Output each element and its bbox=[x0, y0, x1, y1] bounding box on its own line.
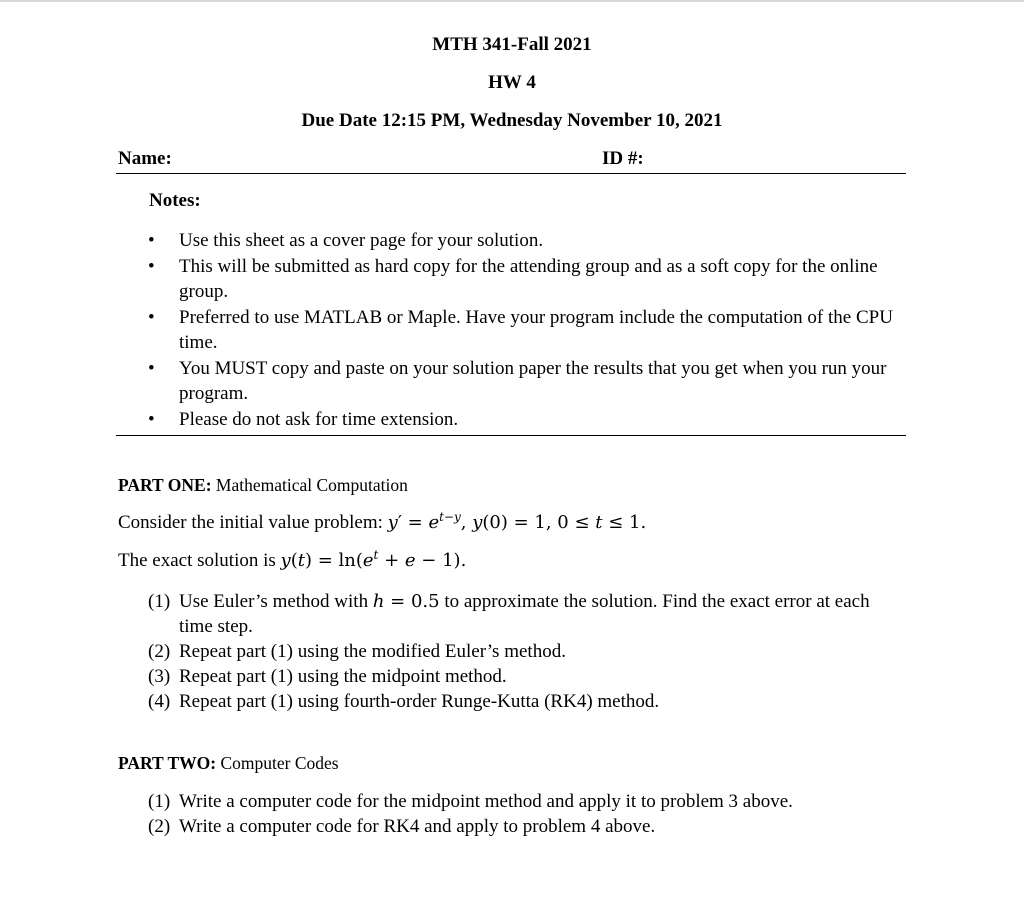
list-item: (2) Repeat part (1) using the modified Euler’s method. bbox=[148, 641, 566, 662]
note-item: • Please do not ask for time extension. bbox=[148, 409, 459, 430]
bullet-icon: • bbox=[148, 307, 155, 328]
assignment-title: HW 4 bbox=[488, 72, 536, 93]
bullet-icon: • bbox=[148, 358, 155, 379]
page-edge bbox=[0, 0, 1024, 2]
part-one-title: PART ONE: Mathematical Computation bbox=[118, 475, 408, 495]
name-label: Name: bbox=[118, 148, 172, 169]
part-two-list bbox=[0, 789, 1024, 839]
header-rule bbox=[116, 173, 906, 174]
list-item: (1) Write a computer code for the midpoint method and apply it to problem 3 above. bbox=[148, 791, 793, 812]
note-item: • Preferred to use MATLAB or Maple. Have your program include the computation of the CPU time. bbox=[148, 307, 893, 353]
list-item: (3) Repeat part (1) using the midpoint method. bbox=[148, 666, 507, 687]
bullet-icon: • bbox=[148, 230, 155, 251]
notes-rule bbox=[116, 435, 906, 436]
bullet-icon: • bbox=[148, 409, 155, 430]
note-item: • You MUST copy and paste on your solution paper the results that you get when you run your program. bbox=[148, 358, 887, 404]
course-title: MTH 341-Fall 2021 bbox=[432, 34, 592, 55]
note-item: • This will be submitted as hard copy for the attending group and as a soft copy for the online group. bbox=[148, 256, 878, 302]
bullet-icon: • bbox=[148, 256, 155, 277]
name-id-row bbox=[118, 148, 906, 170]
part-two-title: PART TWO: Computer Codes bbox=[118, 753, 339, 773]
exact-solution: The exact solution is $y(t) = \ln(e^t + e - 1)$. bbox=[118, 548, 467, 571]
list-item: (1) Use Euler’s method with h = 0.5 to approximate the solution. Find the exact error at each time step. bbox=[148, 591, 870, 637]
ivp-equation: $y' = e^{t-y}$, y(0) = 1, 0 ≤ t ≤ 1. bbox=[387, 510, 647, 533]
list-item: (2) Write a computer code for RK4 and apply to problem 4 above. bbox=[148, 816, 656, 837]
ivp-statement: Consider the initial value problem: $y' = e^{t-y}$, y(0) = 1, 0 ≤ t ≤ 1. bbox=[118, 510, 647, 533]
part-one-list bbox=[0, 589, 1024, 714]
list-item: (4) Repeat part (1) using fourth-order Runge-Kutta (RK4) method. bbox=[148, 691, 660, 712]
due-date: Due Date 12:15 PM, Wednesday November 10, 2021 bbox=[301, 110, 723, 131]
step-size: h = 0.5 bbox=[372, 591, 440, 612]
exact-solution-equation: $y(t) = \ln(e^t + e - 1)$. bbox=[280, 548, 467, 571]
notes-list bbox=[0, 228, 1024, 432]
id-label: ID #: bbox=[602, 148, 644, 169]
note-item: • Use this sheet as a cover page for your solution. bbox=[148, 230, 544, 251]
notes-title: Notes: bbox=[149, 190, 201, 211]
